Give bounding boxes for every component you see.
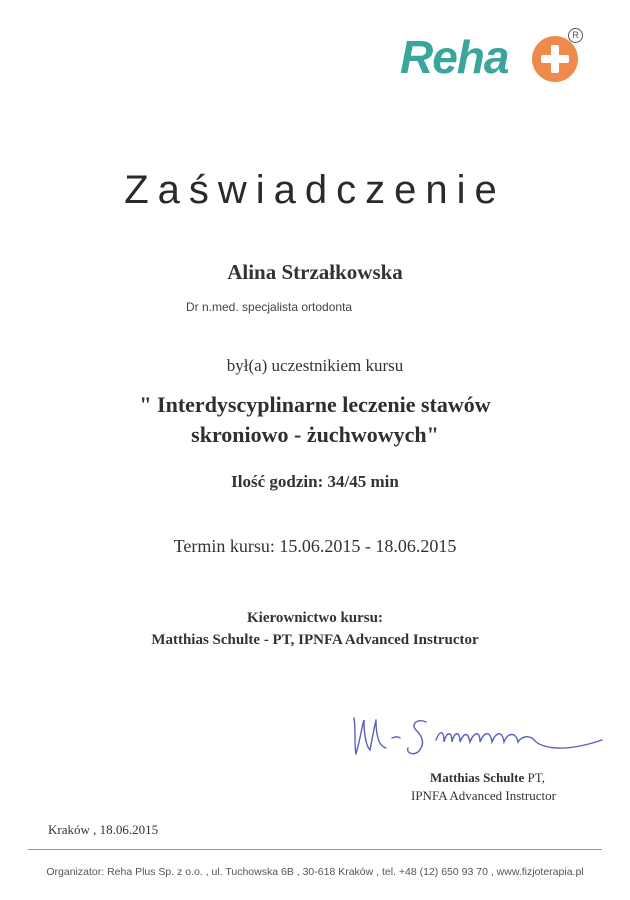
course-hours: Ilość godzin: 34/45 min xyxy=(231,472,399,491)
registered-mark-icon: R xyxy=(568,28,583,43)
course-title-line2: skroniowo - żuchwowych" xyxy=(191,422,439,447)
place-and-date: Kraków , 18.06.2015 xyxy=(48,822,159,837)
organizer-footer: Organizator: Reha Plus Sp. z o.o. , ul. Tuchowska 6B , 30-618 Kraków , tel. +48 (12) 650 93 70 , www.fizjoterapia.pl xyxy=(46,866,584,878)
course-management-name: Matthias Schulte - PT, IPNFA Advanced Instructor xyxy=(151,632,479,648)
course-management-label: Kierownictwo kursu: xyxy=(247,610,383,626)
participant-name: Alina Strzałkowska xyxy=(227,260,403,284)
course-term: Termin kursu: 15.06.2015 - 18.06.2015 xyxy=(173,536,457,556)
signer-name: Matthias Schulte xyxy=(430,770,525,785)
course-title-line1: " Interdyscyplinarne leczenie stawów xyxy=(139,392,491,417)
course-title xyxy=(0,390,630,450)
reha-logo xyxy=(400,28,590,98)
participation-text: był(a) uczestnikiem kursu xyxy=(226,356,404,375)
logo-text: Reha xyxy=(400,31,509,83)
certificate-title: Zaświadczenie xyxy=(124,168,506,212)
signer-title: IPNFA Advanced Instructor xyxy=(411,788,556,803)
footer-divider xyxy=(28,849,602,850)
participant-degree: Dr n.med. specjalista ortodonta xyxy=(186,300,353,314)
signer-suffix: PT, xyxy=(524,770,545,785)
signer-name-line xyxy=(430,770,545,786)
plus-circle-icon xyxy=(532,36,578,82)
handwritten-signature xyxy=(340,700,610,770)
